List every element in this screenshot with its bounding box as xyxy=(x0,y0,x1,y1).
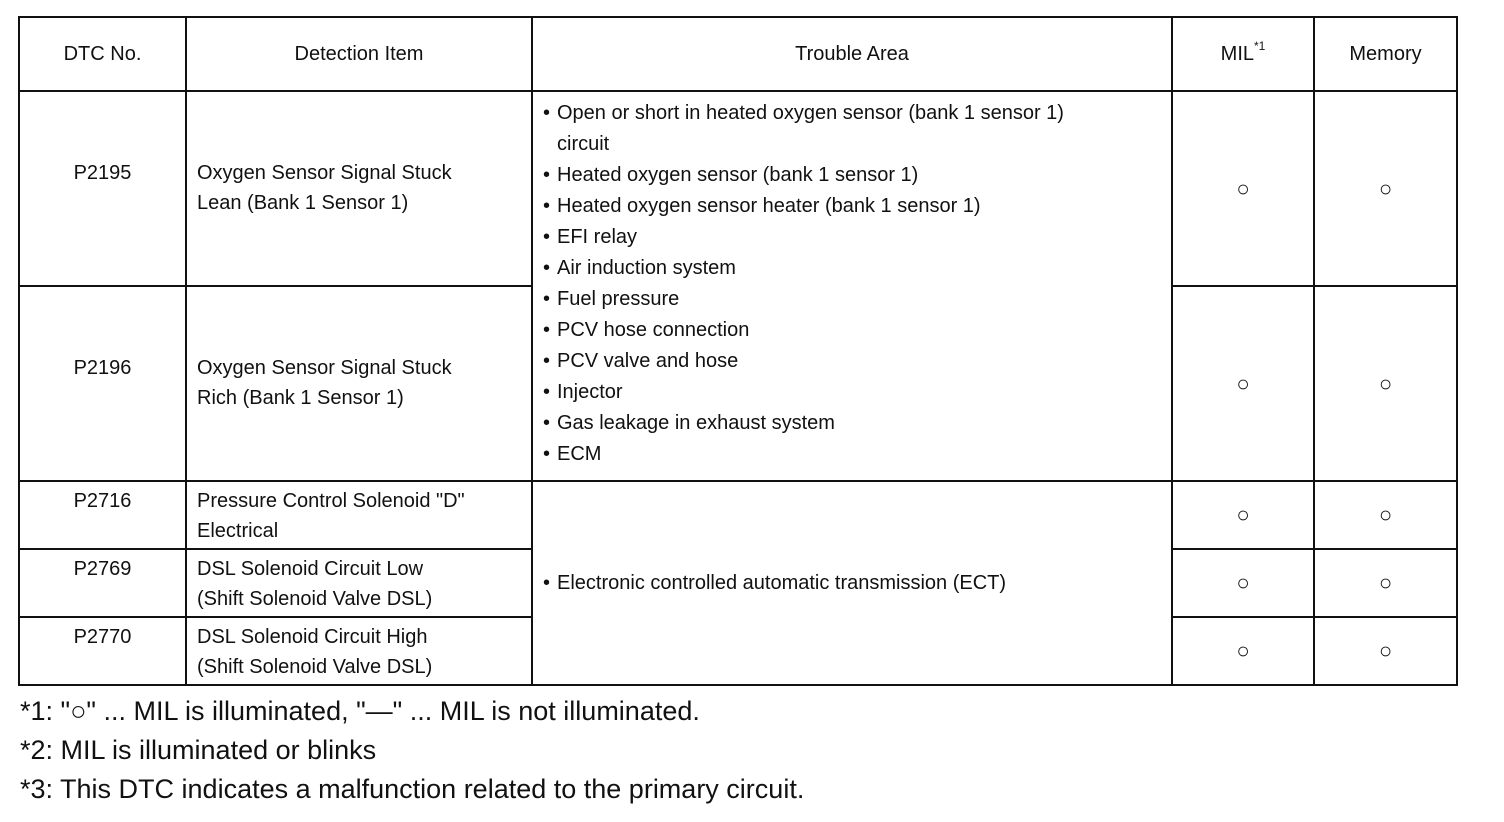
footnotes xyxy=(20,692,804,809)
trouble-area-item: • PCV hose connection xyxy=(543,315,1163,346)
trouble-area-item: • Open or short in heated oxygen sensor (bank 1 sensor 1) circuit xyxy=(543,98,1117,160)
dtc-code: P2770 xyxy=(19,617,186,685)
memory-mark: ○ xyxy=(1314,549,1457,617)
trouble-area-item: • EFI relay xyxy=(543,222,1163,253)
table-header-row xyxy=(19,17,1457,91)
footnote: *2: MIL is illuminated or blinks xyxy=(20,735,377,765)
dtc-code: P2195 xyxy=(19,91,186,286)
detection-item xyxy=(186,481,532,549)
header-trouble-area: Trouble Area xyxy=(532,17,1172,91)
footnote: *3: This DTC indicates a malfunction related to the primary circuit. xyxy=(20,774,805,804)
detection-item-line: Oxygen Sensor Signal Stuck xyxy=(197,162,452,184)
detection-item-line: DSL Solenoid Circuit High xyxy=(197,626,428,648)
header-mil-footnote: *1 xyxy=(1254,39,1266,53)
detection-item xyxy=(186,286,532,481)
header-detection-item: Detection Item xyxy=(186,17,532,91)
detection-item-line: Oxygen Sensor Signal Stuck xyxy=(197,357,452,379)
trouble-area-list xyxy=(543,568,1163,599)
trouble-area-ect xyxy=(532,481,1172,685)
header-dtc-no: DTC No. xyxy=(19,17,186,91)
memory-mark: ○ xyxy=(1314,481,1457,549)
header-memory: Memory xyxy=(1314,17,1457,91)
memory-mark: ○ xyxy=(1314,91,1457,286)
trouble-area-item: • Electronic controlled automatic transmission (ECT) xyxy=(543,568,1163,599)
header-mil-label: MIL xyxy=(1220,43,1254,65)
table-row xyxy=(19,91,1457,286)
trouble-area-list xyxy=(543,98,1163,470)
trouble-area-oxygen xyxy=(532,91,1172,481)
detection-item xyxy=(186,617,532,685)
mil-mark: ○ xyxy=(1172,549,1314,617)
trouble-area-item: • Heated oxygen sensor (bank 1 sensor 1) xyxy=(543,160,1163,191)
trouble-area-item: • Fuel pressure xyxy=(543,284,1163,315)
mil-mark: ○ xyxy=(1172,286,1314,481)
mil-mark: ○ xyxy=(1172,91,1314,286)
dtc-code: P2716 xyxy=(19,481,186,549)
detection-item-line: Pressure Control Solenoid "D" xyxy=(197,490,465,512)
trouble-area-item: • Air induction system xyxy=(543,253,1163,284)
detection-item-line: DSL Solenoid Circuit Low xyxy=(197,558,424,580)
dtc-code: P2769 xyxy=(19,549,186,617)
trouble-area-item: • Gas leakage in exhaust system xyxy=(543,408,1163,439)
trouble-area-item: • ECM xyxy=(543,439,1163,470)
trouble-area-item: • Heated oxygen sensor heater (bank 1 sensor 1) xyxy=(543,191,1163,222)
dtc-code: P2196 xyxy=(19,286,186,481)
header-mil xyxy=(1172,17,1314,91)
detection-item-line: Lean (Bank 1 Sensor 1) xyxy=(197,192,409,214)
detection-item-line: Electrical xyxy=(197,520,279,542)
detection-item xyxy=(186,549,532,617)
trouble-area-item: • PCV valve and hose xyxy=(543,346,1163,377)
memory-mark: ○ xyxy=(1314,286,1457,481)
footnote: *1: "○" ... MIL is illuminated, "—" ... MIL is not illuminated. xyxy=(20,696,700,726)
mil-mark: ○ xyxy=(1172,481,1314,549)
detection-item-line: (Shift Solenoid Valve DSL) xyxy=(197,588,433,610)
detection-item-line: (Shift Solenoid Valve DSL) xyxy=(197,656,433,678)
table-row xyxy=(19,481,1457,549)
detection-item xyxy=(186,91,532,286)
detection-item-line: Rich (Bank 1 Sensor 1) xyxy=(197,387,404,409)
memory-mark: ○ xyxy=(1314,617,1457,685)
trouble-area-item: • Injector xyxy=(543,377,1163,408)
dtc-table xyxy=(18,16,1458,686)
mil-mark: ○ xyxy=(1172,617,1314,685)
